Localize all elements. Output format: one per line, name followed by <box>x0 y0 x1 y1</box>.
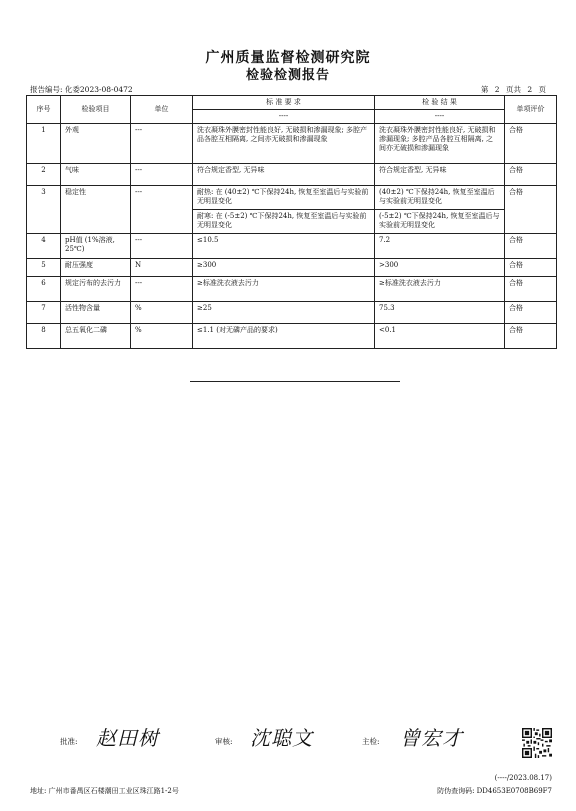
col-header-unit: 单位 <box>131 96 193 124</box>
row-item: 外观 <box>61 124 131 164</box>
col-header-result: 检 验 结 果 <box>375 96 505 110</box>
row-item: 气味 <box>61 164 131 186</box>
test-signature: 曾宏才 <box>400 726 463 750</box>
row-result-cold: (-5±2) ℃下保持24h, 恢复至室温后与实验前无明显变化 <box>375 210 505 234</box>
row-item: 耐压强度 <box>61 259 131 277</box>
end-divider <box>190 381 400 382</box>
approve-signature: 赵田树 <box>96 726 159 750</box>
row-evaluation: 合格 <box>505 234 557 259</box>
row-requirement: ≤1.1 (对无磷产品的要求) <box>193 324 375 349</box>
row-unit: --- <box>131 234 193 259</box>
row-no: 1 <box>27 124 61 164</box>
row-requirement: ≥标准洗衣液去污力 <box>193 277 375 302</box>
row-evaluation: 合格 <box>505 164 557 186</box>
qr-code-icon <box>522 728 552 758</box>
row-no: 7 <box>27 302 61 324</box>
row-result: >300 <box>375 259 505 277</box>
row-unit: --- <box>131 186 193 234</box>
row-evaluation: 合格 <box>505 277 557 302</box>
row-evaluation: 合格 <box>505 302 557 324</box>
row-no: 3 <box>27 186 61 234</box>
table-row <box>27 277 557 302</box>
anti-fake-code: 防伪查询码: DD4653E0708B69F7 <box>437 787 552 795</box>
row-requirement: ≥300 <box>193 259 375 277</box>
sub-header-requirement: ---- <box>193 110 375 124</box>
row-unit: --- <box>131 277 193 302</box>
row-result: ≥标准洗衣液去污力 <box>375 277 505 302</box>
row-unit: % <box>131 302 193 324</box>
report-date: (----/2023.08.17) <box>494 774 552 782</box>
row-requirement-cold: 耐寒: 在 (-5±2) ℃下保持24h, 恢复至室温后与实验前无明显变化 <box>193 210 375 234</box>
page-info: 第 2 页共 2 页 <box>480 85 546 94</box>
row-unit: --- <box>131 124 193 164</box>
row-result-heat: (40±2) ℃下保持24h, 恢复至室温后与实验前无明显变化 <box>375 186 505 210</box>
row-requirement: ≥25 <box>193 302 375 324</box>
institute-name: 广州质量监督检测研究院 <box>205 50 371 66</box>
row-result: <0.1 <box>375 324 505 349</box>
approve-label: 批准: <box>60 737 78 746</box>
row-evaluation: 合格 <box>505 186 557 234</box>
row-no: 4 <box>27 234 61 259</box>
row-evaluation: 合格 <box>505 259 557 277</box>
row-item: 总五氧化二磷 <box>61 324 131 349</box>
table-row <box>27 186 557 210</box>
row-evaluation: 合格 <box>505 324 557 349</box>
row-item: 活性物含量 <box>61 302 131 324</box>
test-label: 主检: <box>362 737 380 746</box>
table-row <box>27 124 557 164</box>
row-result: 7.2 <box>375 234 505 259</box>
report-number: 报告编号: 化委2023-08-0472 <box>30 85 133 94</box>
inspection-table <box>26 95 557 349</box>
row-evaluation: 合格 <box>505 124 557 164</box>
address: 地址: 广州市番禺区石楼潮田工业区珠江路1-2号 <box>30 787 179 795</box>
row-result: 符合规定香型, 无异味 <box>375 164 505 186</box>
table-row <box>27 302 557 324</box>
row-item: pH值 (1%溶液, 25℃) <box>61 234 131 259</box>
review-signature: 沈聪文 <box>250 726 313 750</box>
document-title: 检验检测报告 <box>245 68 330 83</box>
row-item: 规定污布的去污力 <box>61 277 131 302</box>
row-result: 75.3 <box>375 302 505 324</box>
col-header-requirement: 标 准 要 求 <box>193 96 375 110</box>
table-row <box>27 324 557 349</box>
table-row <box>27 164 557 186</box>
row-unit: N <box>131 259 193 277</box>
sub-header-result: ---- <box>375 110 505 124</box>
review-label: 审核: <box>215 737 233 746</box>
row-requirement: 符合规定香型, 无异味 <box>193 164 375 186</box>
table-row <box>27 259 557 277</box>
row-no: 5 <box>27 259 61 277</box>
row-requirement: 洗衣凝珠外膜密封性能良好, 无破损和渗漏现象; 多腔产品各腔互相隔离, 之间亦无破损和渗漏现象 <box>193 124 375 164</box>
row-no: 6 <box>27 277 61 302</box>
row-no: 2 <box>27 164 61 186</box>
col-header-evaluation: 单项评价 <box>505 96 557 124</box>
row-requirement-heat: 耐热: 在 (40±2) ℃下保持24h, 恢复至室温后与实验前无明显变化 <box>193 186 375 210</box>
row-item: 稳定性 <box>61 186 131 234</box>
row-unit: --- <box>131 164 193 186</box>
row-result: 洗衣凝珠外膜密封性能良好, 无破损和渗漏现象; 多腔产品各腔互相隔离, 之间亦无破损和渗漏现象 <box>375 124 505 164</box>
row-no: 8 <box>27 324 61 349</box>
table-row <box>27 234 557 259</box>
row-requirement: ≤10.5 <box>193 234 375 259</box>
col-header-item: 检验项目 <box>61 96 131 124</box>
row-unit: % <box>131 324 193 349</box>
col-header-no: 序号 <box>27 96 61 124</box>
